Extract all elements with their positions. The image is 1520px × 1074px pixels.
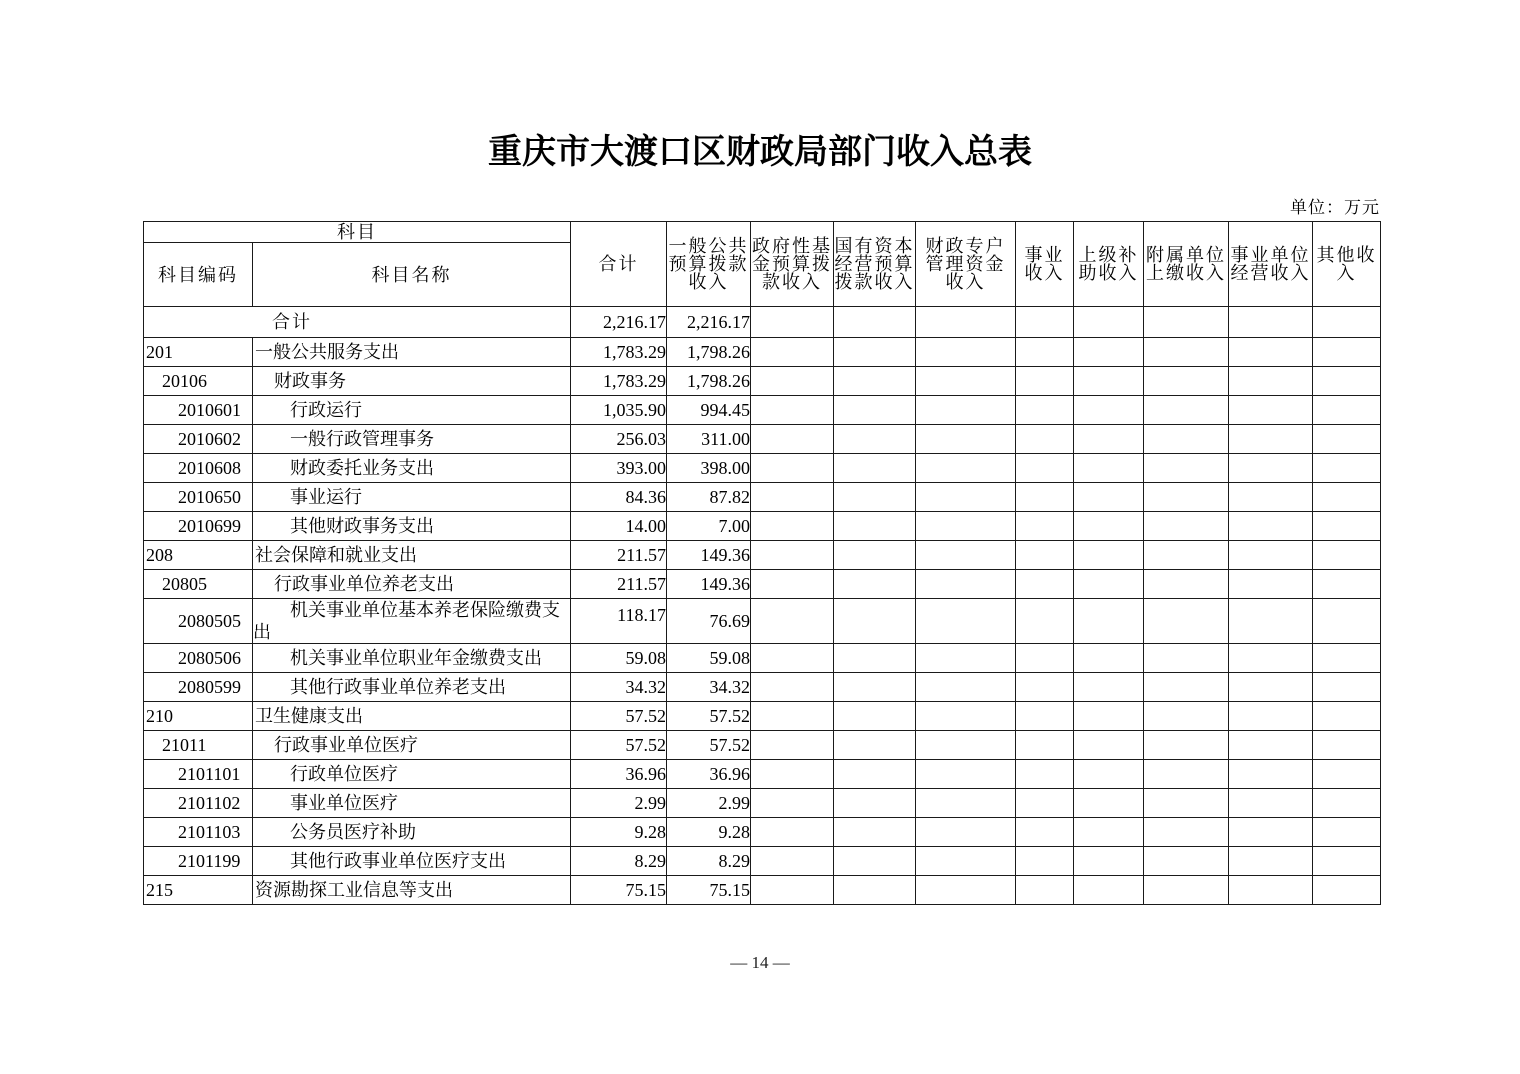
cell-affiliated-units <box>1144 847 1229 876</box>
table-row <box>144 512 1381 541</box>
cell-affiliated-units <box>1144 599 1229 644</box>
cell-subject-name: 机关事业单位基本养老保险缴费支出 <box>253 599 571 644</box>
page-title: 重庆市大渡口区财政局部门收入总表 <box>488 134 1032 171</box>
cell-other-income <box>1313 396 1381 425</box>
cell-govt-fund <box>751 644 834 673</box>
col-header-fiscal-account: 财政专户管理资金收入 <box>916 222 1016 307</box>
cell-other-income <box>1313 673 1381 702</box>
cell-state-capital <box>834 876 916 905</box>
cell-affiliated-units <box>1144 702 1229 731</box>
cell-subject-code: 2080505 <box>144 599 253 644</box>
cell-subject-name: 行政事业单位养老支出 <box>253 570 571 599</box>
cell-state-capital <box>834 673 916 702</box>
cell-other-income <box>1313 541 1381 570</box>
cell-subject-code: 2101103 <box>144 818 253 847</box>
cell-operating-income <box>1229 731 1313 760</box>
cell-superior-subsidy <box>1074 483 1144 512</box>
cell-subject-name: 其他财政事务支出 <box>253 512 571 541</box>
cell-affiliated-units <box>1144 818 1229 847</box>
cell-other-income <box>1313 599 1381 644</box>
cell-affiliated-units <box>1144 367 1229 396</box>
cell-subject-name: 社会保障和就业支出 <box>253 541 571 570</box>
cell-fiscal-account <box>916 599 1016 644</box>
table-row <box>144 483 1381 512</box>
col-header-other-income: 其他收入 <box>1313 222 1381 307</box>
cell-general-budget: 34.32 <box>667 673 751 702</box>
cell-subject-name: 行政运行 <box>253 396 571 425</box>
cell-total: 211.57 <box>571 541 667 570</box>
cell-fiscal-account <box>916 760 1016 789</box>
cell-other-income <box>1313 512 1381 541</box>
cell-total: 393.00 <box>571 454 667 483</box>
cell-govt-fund <box>751 367 834 396</box>
table-row <box>144 570 1381 599</box>
table-row <box>144 847 1381 876</box>
cell-govt-fund <box>751 673 834 702</box>
cell-fiscal-account <box>916 454 1016 483</box>
cell-subject-name: 其他行政事业单位养老支出 <box>253 673 571 702</box>
cell-total: 34.32 <box>571 673 667 702</box>
cell-govt-fund <box>751 512 834 541</box>
cell-affiliated-units <box>1144 789 1229 818</box>
cell-affiliated-units <box>1144 541 1229 570</box>
cell-state-capital <box>834 338 916 367</box>
cell-subject-code: 201 <box>144 338 253 367</box>
cell-total: 8.29 <box>571 847 667 876</box>
cell-general-budget: 1,798.26 <box>667 338 751 367</box>
cell-subject-code: 2101199 <box>144 847 253 876</box>
cell-subject-code: 2101101 <box>144 760 253 789</box>
cell-general-budget: 57.52 <box>667 731 751 760</box>
cell-affiliated-units <box>1144 396 1229 425</box>
cell-superior-subsidy <box>1074 876 1144 905</box>
table-row <box>144 599 1381 644</box>
cell-other-income <box>1313 307 1381 338</box>
cell-subject-name: 行政事业单位医疗 <box>253 731 571 760</box>
cell-fiscal-account <box>916 818 1016 847</box>
cell-govt-fund <box>751 570 834 599</box>
cell-superior-subsidy <box>1074 673 1144 702</box>
cell-govt-fund <box>751 483 834 512</box>
cell-govt-fund <box>751 818 834 847</box>
cell-business-income <box>1016 338 1074 367</box>
cell-other-income <box>1313 367 1381 396</box>
cell-operating-income <box>1229 454 1313 483</box>
cell-subject-name: 一般行政管理事务 <box>253 425 571 454</box>
cell-state-capital <box>834 702 916 731</box>
cell-business-income <box>1016 760 1074 789</box>
col-header-state-capital: 国有资本经营预算拨款收入 <box>834 222 916 307</box>
cell-general-budget: 57.52 <box>667 702 751 731</box>
cell-other-income <box>1313 644 1381 673</box>
cell-operating-income <box>1229 702 1313 731</box>
cell-state-capital <box>834 483 916 512</box>
cell-business-income <box>1016 541 1074 570</box>
cell-business-income <box>1016 512 1074 541</box>
cell-fiscal-account <box>916 644 1016 673</box>
cell-superior-subsidy <box>1074 541 1144 570</box>
cell-govt-fund <box>751 731 834 760</box>
cell-operating-income <box>1229 396 1313 425</box>
cell-state-capital <box>834 760 916 789</box>
cell-superior-subsidy <box>1074 644 1144 673</box>
cell-business-income <box>1016 673 1074 702</box>
cell-business-income <box>1016 425 1074 454</box>
cell-total: 57.52 <box>571 731 667 760</box>
table-row <box>144 673 1381 702</box>
cell-state-capital <box>834 570 916 599</box>
cell-general-budget: 994.45 <box>667 396 751 425</box>
cell-state-capital <box>834 789 916 818</box>
cell-superior-subsidy <box>1074 425 1144 454</box>
cell-business-income <box>1016 644 1074 673</box>
cell-general-budget: 7.00 <box>667 512 751 541</box>
cell-operating-income <box>1229 847 1313 876</box>
cell-fiscal-account <box>916 338 1016 367</box>
cell-other-income <box>1313 702 1381 731</box>
cell-superior-subsidy <box>1074 367 1144 396</box>
cell-state-capital <box>834 599 916 644</box>
cell-fiscal-account <box>916 570 1016 599</box>
cell-fiscal-account <box>916 847 1016 876</box>
cell-other-income <box>1313 731 1381 760</box>
cell-other-income <box>1313 818 1381 847</box>
cell-other-income <box>1313 760 1381 789</box>
cell-govt-fund <box>751 338 834 367</box>
cell-subject-code: 2010601 <box>144 396 253 425</box>
cell-total: 211.57 <box>571 570 667 599</box>
cell-fiscal-account <box>916 541 1016 570</box>
col-header-operating-income: 事业单位经营收入 <box>1229 222 1313 307</box>
cell-subject-code: 2010608 <box>144 454 253 483</box>
cell-business-income <box>1016 570 1074 599</box>
page-number: — 14 — <box>730 953 790 972</box>
cell-state-capital <box>834 847 916 876</box>
cell-superior-subsidy <box>1074 454 1144 483</box>
cell-other-income <box>1313 789 1381 818</box>
table-row <box>144 338 1381 367</box>
cell-subject-code: 2010699 <box>144 512 253 541</box>
cell-govt-fund <box>751 876 834 905</box>
cell-general-budget: 2,216.17 <box>667 307 751 338</box>
cell-operating-income <box>1229 673 1313 702</box>
cell-other-income <box>1313 570 1381 599</box>
cell-total: 256.03 <box>571 425 667 454</box>
cell-affiliated-units <box>1144 673 1229 702</box>
col-header-govt-fund: 政府性基金预算拨款收入 <box>751 222 834 307</box>
cell-fiscal-account <box>916 307 1016 338</box>
cell-general-budget: 149.36 <box>667 570 751 599</box>
cell-business-income <box>1016 483 1074 512</box>
cell-fiscal-account <box>916 731 1016 760</box>
cell-superior-subsidy <box>1074 396 1144 425</box>
col-header-total: 合计 <box>571 222 667 307</box>
cell-subject-name: 公务员医疗补助 <box>253 818 571 847</box>
table-row <box>144 425 1381 454</box>
table-row <box>144 702 1381 731</box>
cell-superior-subsidy <box>1074 789 1144 818</box>
cell-state-capital <box>834 541 916 570</box>
col-header-general-budget: 一般公共预算拨款收入 <box>667 222 751 307</box>
cell-state-capital <box>834 731 916 760</box>
cell-subject-name: 事业单位医疗 <box>253 789 571 818</box>
cell-superior-subsidy <box>1074 818 1144 847</box>
cell-affiliated-units <box>1144 338 1229 367</box>
cell-superior-subsidy <box>1074 307 1144 338</box>
cell-affiliated-units <box>1144 307 1229 338</box>
col-header-business-income: 事业收入 <box>1016 222 1074 307</box>
cell-govt-fund <box>751 396 834 425</box>
table-row <box>144 876 1381 905</box>
cell-subject-name: 卫生健康支出 <box>253 702 571 731</box>
table-row <box>144 367 1381 396</box>
cell-fiscal-account <box>916 396 1016 425</box>
cell-affiliated-units <box>1144 731 1229 760</box>
cell-superior-subsidy <box>1074 731 1144 760</box>
cell-superior-subsidy <box>1074 760 1144 789</box>
cell-operating-income <box>1229 541 1313 570</box>
cell-affiliated-units <box>1144 425 1229 454</box>
cell-other-income <box>1313 876 1381 905</box>
cell-business-income <box>1016 307 1074 338</box>
col-header-affiliated-units: 附属单位上缴收入 <box>1144 222 1229 307</box>
cell-total: 2.99 <box>571 789 667 818</box>
cell-subject-code: 210 <box>144 702 253 731</box>
unit-label: 单位：万元 <box>1290 198 1380 217</box>
cell-operating-income <box>1229 512 1313 541</box>
cell-govt-fund <box>751 760 834 789</box>
cell-operating-income <box>1229 367 1313 396</box>
cell-subject-name: 合计 <box>144 307 571 338</box>
cell-affiliated-units <box>1144 876 1229 905</box>
cell-fiscal-account <box>916 876 1016 905</box>
cell-general-budget: 76.69 <box>667 599 751 644</box>
table-row <box>144 307 1381 338</box>
table-row <box>144 760 1381 789</box>
cell-total: 1,035.90 <box>571 396 667 425</box>
cell-state-capital <box>834 644 916 673</box>
cell-operating-income <box>1229 338 1313 367</box>
cell-other-income <box>1313 425 1381 454</box>
col-header-subject-code: 科目编码 <box>144 243 253 307</box>
cell-superior-subsidy <box>1074 570 1144 599</box>
cell-govt-fund <box>751 541 834 570</box>
cell-other-income <box>1313 454 1381 483</box>
cell-superior-subsidy <box>1074 512 1144 541</box>
cell-subject-name: 机关事业单位职业年金缴费支出 <box>253 644 571 673</box>
cell-total: 75.15 <box>571 876 667 905</box>
cell-total: 57.52 <box>571 702 667 731</box>
cell-govt-fund <box>751 454 834 483</box>
cell-fiscal-account <box>916 512 1016 541</box>
cell-govt-fund <box>751 847 834 876</box>
cell-fiscal-account <box>916 789 1016 818</box>
cell-subject-name: 其他行政事业单位医疗支出 <box>253 847 571 876</box>
cell-fiscal-account <box>916 367 1016 396</box>
cell-operating-income <box>1229 644 1313 673</box>
cell-subject-code: 2080599 <box>144 673 253 702</box>
table-row <box>144 644 1381 673</box>
cell-subject-code: 2010602 <box>144 425 253 454</box>
cell-govt-fund <box>751 702 834 731</box>
cell-affiliated-units <box>1144 644 1229 673</box>
cell-subject-name: 财政委托业务支出 <box>253 454 571 483</box>
cell-state-capital <box>834 307 916 338</box>
cell-affiliated-units <box>1144 512 1229 541</box>
cell-state-capital <box>834 367 916 396</box>
cell-operating-income <box>1229 760 1313 789</box>
cell-general-budget: 9.28 <box>667 818 751 847</box>
cell-subject-code: 208 <box>144 541 253 570</box>
cell-general-budget: 36.96 <box>667 760 751 789</box>
cell-total: 1,783.29 <box>571 367 667 396</box>
cell-total: 59.08 <box>571 644 667 673</box>
cell-state-capital <box>834 818 916 847</box>
cell-other-income <box>1313 338 1381 367</box>
cell-fiscal-account <box>916 673 1016 702</box>
cell-govt-fund <box>751 425 834 454</box>
cell-govt-fund <box>751 307 834 338</box>
cell-state-capital <box>834 425 916 454</box>
cell-operating-income <box>1229 483 1313 512</box>
cell-general-budget: 149.36 <box>667 541 751 570</box>
cell-operating-income <box>1229 570 1313 599</box>
cell-superior-subsidy <box>1074 702 1144 731</box>
cell-other-income <box>1313 847 1381 876</box>
cell-business-income <box>1016 702 1074 731</box>
cell-general-budget: 8.29 <box>667 847 751 876</box>
cell-general-budget: 398.00 <box>667 454 751 483</box>
income-summary-table <box>143 221 1381 905</box>
cell-subject-code: 21011 <box>144 731 253 760</box>
cell-operating-income <box>1229 789 1313 818</box>
cell-state-capital <box>834 454 916 483</box>
cell-business-income <box>1016 599 1074 644</box>
header-row-subject <box>144 222 1381 243</box>
cell-operating-income <box>1229 307 1313 338</box>
cell-subject-code: 2010650 <box>144 483 253 512</box>
cell-subject-code: 20805 <box>144 570 253 599</box>
cell-total: 2,216.17 <box>571 307 667 338</box>
cell-total: 84.36 <box>571 483 667 512</box>
cell-general-budget: 59.08 <box>667 644 751 673</box>
cell-govt-fund <box>751 599 834 644</box>
table-row <box>144 541 1381 570</box>
cell-business-income <box>1016 367 1074 396</box>
table-row <box>144 789 1381 818</box>
cell-superior-subsidy <box>1074 338 1144 367</box>
cell-superior-subsidy <box>1074 599 1144 644</box>
cell-fiscal-account <box>916 483 1016 512</box>
cell-operating-income <box>1229 425 1313 454</box>
cell-subject-name: 财政事务 <box>253 367 571 396</box>
cell-business-income <box>1016 396 1074 425</box>
subject-group-header: 科目 <box>144 222 571 243</box>
cell-state-capital <box>834 512 916 541</box>
cell-total: 9.28 <box>571 818 667 847</box>
cell-affiliated-units <box>1144 454 1229 483</box>
cell-total: 118.17 <box>571 599 667 644</box>
cell-general-budget: 1,798.26 <box>667 367 751 396</box>
cell-subject-code: 2101102 <box>144 789 253 818</box>
cell-subject-name: 事业运行 <box>253 483 571 512</box>
cell-affiliated-units <box>1144 483 1229 512</box>
cell-business-income <box>1016 454 1074 483</box>
cell-operating-income <box>1229 818 1313 847</box>
cell-state-capital <box>834 396 916 425</box>
cell-subject-code: 2080506 <box>144 644 253 673</box>
cell-general-budget: 311.00 <box>667 425 751 454</box>
cell-operating-income <box>1229 599 1313 644</box>
col-header-subject-name: 科目名称 <box>253 243 571 307</box>
cell-subject-name: 资源勘探工业信息等支出 <box>253 876 571 905</box>
cell-general-budget: 75.15 <box>667 876 751 905</box>
table-row <box>144 731 1381 760</box>
cell-total: 1,783.29 <box>571 338 667 367</box>
cell-subject-name: 一般公共服务支出 <box>253 338 571 367</box>
table-row <box>144 818 1381 847</box>
table-row <box>144 454 1381 483</box>
cell-fiscal-account <box>916 702 1016 731</box>
cell-business-income <box>1016 847 1074 876</box>
cell-subject-code: 20106 <box>144 367 253 396</box>
cell-other-income <box>1313 483 1381 512</box>
col-header-superior-subsidy: 上级补助收入 <box>1074 222 1144 307</box>
cell-subject-code: 215 <box>144 876 253 905</box>
cell-operating-income <box>1229 876 1313 905</box>
table-row <box>144 396 1381 425</box>
cell-fiscal-account <box>916 425 1016 454</box>
cell-general-budget: 2.99 <box>667 789 751 818</box>
cell-business-income <box>1016 731 1074 760</box>
cell-subject-name: 行政单位医疗 <box>253 760 571 789</box>
cell-total: 36.96 <box>571 760 667 789</box>
cell-affiliated-units <box>1144 570 1229 599</box>
cell-affiliated-units <box>1144 760 1229 789</box>
cell-superior-subsidy <box>1074 847 1144 876</box>
cell-govt-fund <box>751 789 834 818</box>
cell-general-budget: 87.82 <box>667 483 751 512</box>
cell-total: 14.00 <box>571 512 667 541</box>
cell-business-income <box>1016 818 1074 847</box>
cell-business-income <box>1016 789 1074 818</box>
cell-business-income <box>1016 876 1074 905</box>
